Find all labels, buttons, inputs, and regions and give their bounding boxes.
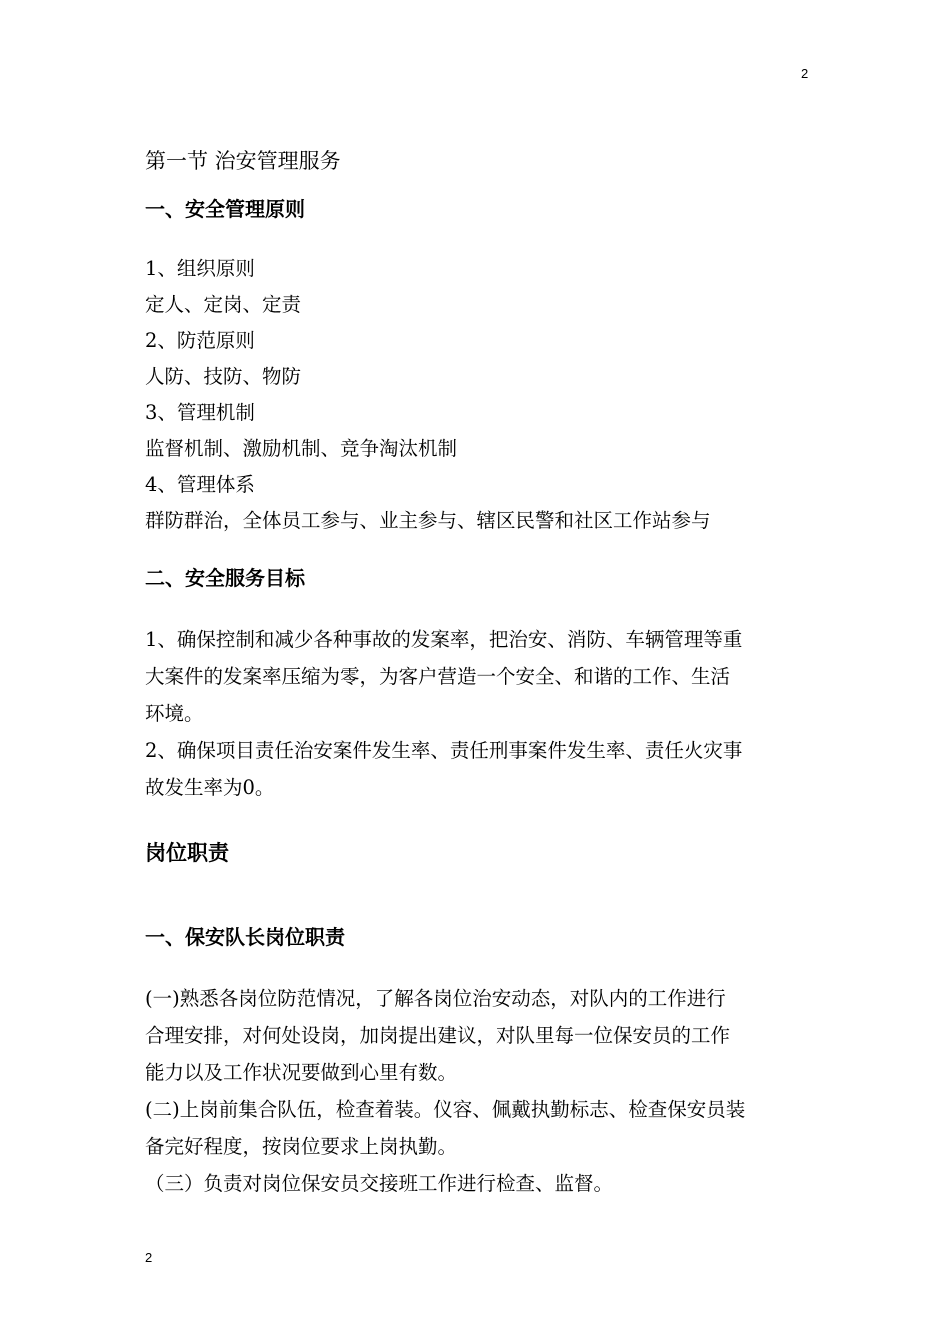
header-page-number: 2 [801, 66, 809, 81]
body-line: 大案件的发案率压缩为零，为客户营造一个安全、和谐的工作、生活 [145, 665, 731, 688]
heading-job-duties: 岗位职责 [145, 841, 229, 865]
body-line: 合理安排，对何处设岗，加岗提出建议，对队里每一位保安员的工作 [145, 1024, 731, 1047]
body-line: 2、防范原则 [145, 329, 255, 352]
body-line: 1、组织原则 [145, 257, 255, 280]
body-line: 环境。 [145, 702, 204, 725]
body-line: （三）负责对岗位保安员交接班工作进行检查、监督。 [145, 1172, 614, 1195]
heading-service-goals: 二、安全服务目标 [145, 566, 305, 590]
body-line: 能力以及工作状况要做到心里有数。 [145, 1061, 458, 1084]
body-line: (一)熟悉各岗位防范情况，了解各岗位治安动态，对队内的工作进行 [145, 987, 726, 1010]
section-title: 第一节 治安管理服务 [145, 149, 341, 173]
body-line: 定人、定岗、定责 [145, 293, 302, 316]
body-line: 4、管理体系 [145, 473, 255, 496]
heading-captain-duties: 一、保安队长岗位职责 [145, 925, 345, 949]
footer-page-number: 2 [145, 1250, 153, 1265]
body-line: 监督机制、激励机制、竞争淘汰机制 [145, 437, 458, 460]
body-line: 备完好程度，按岗位要求上岗执勤。 [145, 1135, 458, 1158]
body-line: (二)上岗前集合队伍，检查着装。仪容、佩戴执勤标志、检查保安员装 [145, 1098, 746, 1121]
body-line: 3、管理机制 [145, 401, 255, 424]
body-line: 1、确保控制和减少各种事故的发案率，把治安、消防、车辆管理等重 [145, 628, 743, 651]
body-line: 群防群治，全体员工参与、业主参与、辖区民警和社区工作站参与 [145, 509, 711, 532]
body-line: 故发生率为0。 [145, 776, 275, 799]
body-line: 2、确保项目责任治安案件发生率、责任刑事案件发生率、责任火灾事 [145, 739, 743, 762]
body-line: 人防、技防、物防 [145, 365, 302, 388]
heading-safety-principles: 一、安全管理原则 [145, 197, 305, 221]
